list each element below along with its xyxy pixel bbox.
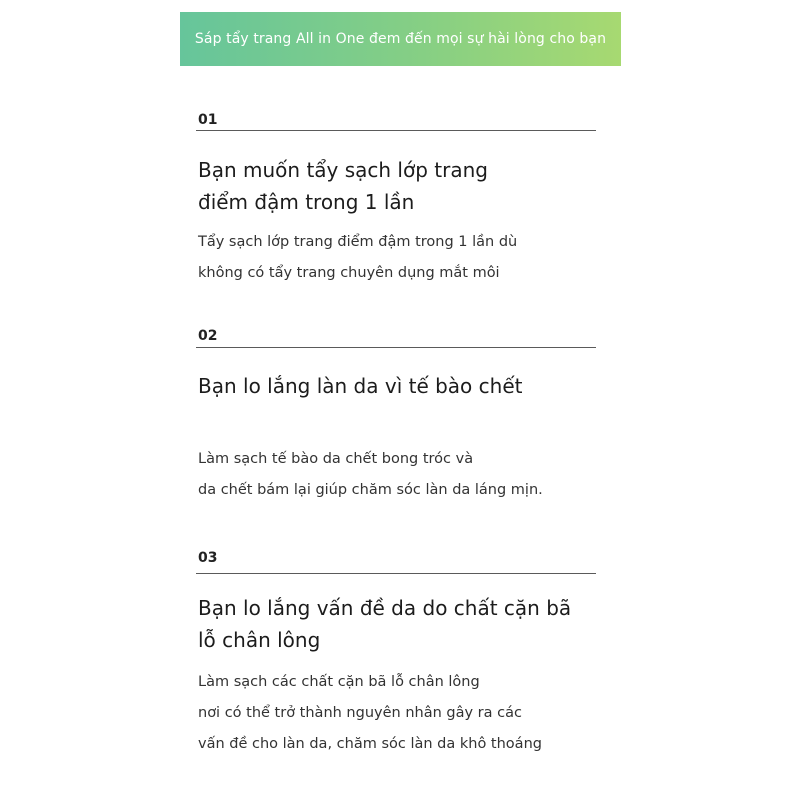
section-heading: [198, 370, 522, 402]
section-description: [198, 444, 543, 506]
section-heading: [198, 592, 571, 656]
section-number: 01: [198, 112, 218, 128]
title-banner: [180, 12, 621, 66]
banner-title: Sáp tẩy trang All in One đem đến mọi sự hài lòng cho bạn: [194, 31, 607, 47]
section-divider: [196, 130, 596, 131]
section-number: 03: [198, 550, 218, 566]
section-heading: [198, 154, 488, 218]
section-divider: [196, 347, 596, 348]
description-line: Làm sạch tế bào da chết bong tróc và: [198, 451, 474, 467]
heading-line: Bạn lo lắng làn da vì tế bào chết: [198, 374, 523, 398]
section-description: [198, 667, 542, 760]
heading-line: điểm đậm trong 1 lần: [198, 190, 415, 214]
description-line: không có tẩy trang chuyên dụng mắt môi: [198, 265, 500, 281]
section-number: 02: [198, 328, 218, 344]
section-divider: [196, 573, 596, 574]
heading-line: Bạn lo lắng vấn đề da do chất cặn bã: [198, 596, 572, 620]
description-line: da chết bám lại giúp chăm sóc làn da láng mịn.: [198, 482, 543, 498]
description-line: vấn đề cho làn da, chăm sóc làn da khô thoáng: [198, 736, 542, 752]
description-line: Làm sạch các chất cặn bã lỗ chân lông: [198, 674, 480, 690]
description-line: nơi có thể trở thành nguyên nhân gây ra các: [198, 705, 522, 721]
heading-line: lỗ chân lông: [198, 628, 321, 652]
section-description: [198, 227, 517, 289]
description-line: Tẩy sạch lớp trang điểm đậm trong 1 lần dù: [198, 234, 518, 250]
heading-line: Bạn muốn tẩy sạch lớp trang: [198, 158, 488, 182]
